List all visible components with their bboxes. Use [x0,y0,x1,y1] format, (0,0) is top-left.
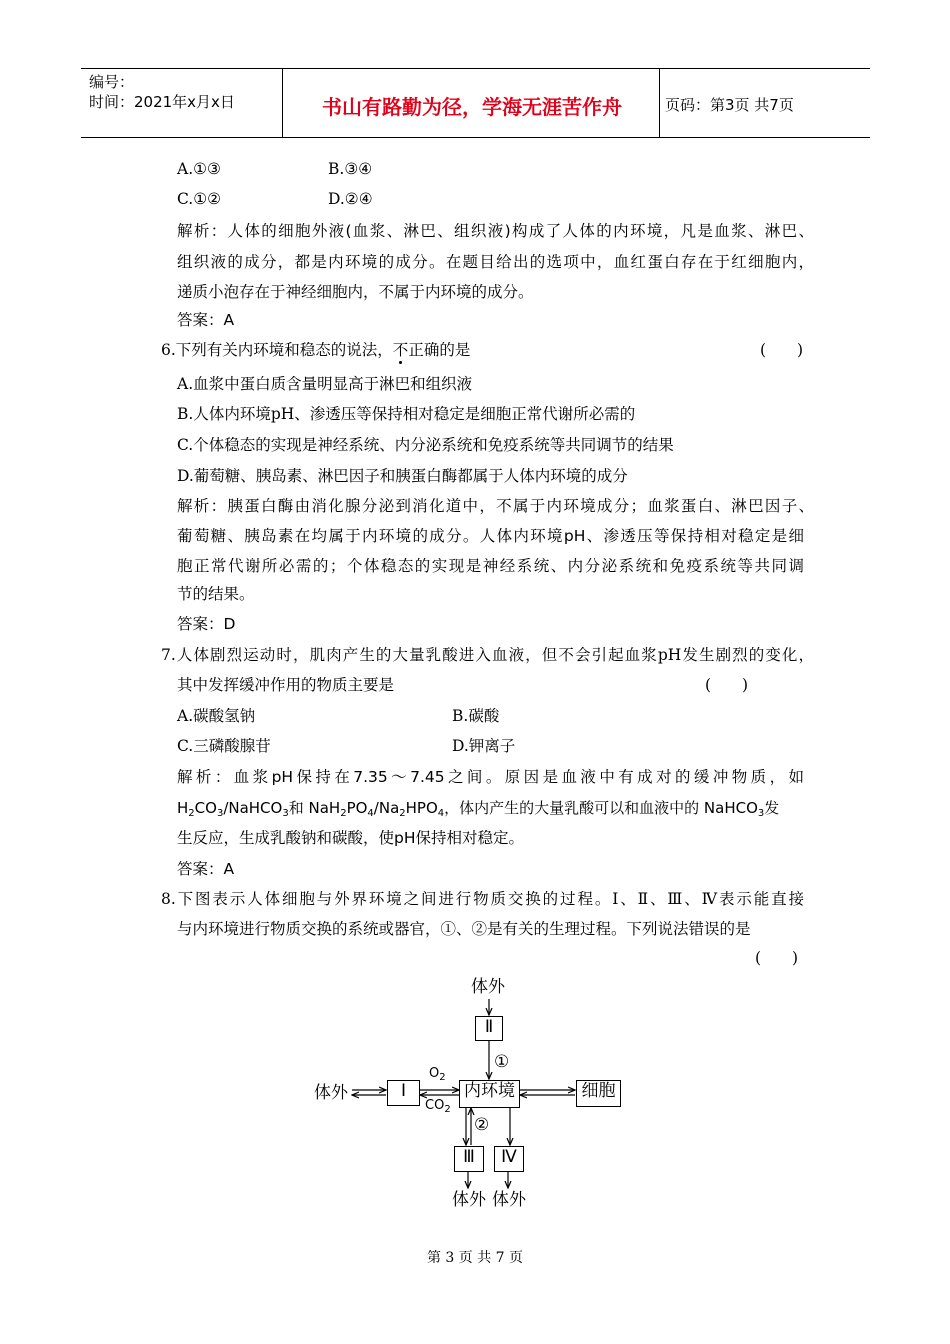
q7-answer: 答案：A [177,860,235,878]
formula-subscript: 2 [399,808,406,819]
diagram-top-outside: 体外 [471,977,505,997]
header-meta [89,72,235,112]
q8-stem-line-1: 8.下图表示人体细胞与外界环境之间进行物质交换的过程。Ⅰ、Ⅱ、Ⅲ、Ⅳ表示能直接 [161,890,804,908]
formula-subscript: 4 [437,808,445,819]
q7-stem-line-2: 其中发挥缓冲作用的物质主要是 [177,676,395,694]
header-divider-2 [659,69,660,137]
q6-option-c: C.个体稳态的实现是神经系统、内分泌系统和免疫系统等共同调节的结果 [177,436,674,454]
formula-subscript: 2 [340,808,347,819]
q7-analysis-line-1: 解析：血浆pH保持在7.35～7.45之间。原因是血液中有成对的缓冲物质，如 [177,768,804,786]
formula-part: ，体内产生的大量乳酸可以和血液中的 NaHCO [444,799,758,817]
q6-analysis-line-3: 胞正常代谢所必需的；个体稳态的实现是神经系统、内分泌系统和免疫系统等共同调 [177,557,804,575]
header-page-number: 页码：第3页 共7页 [665,96,794,114]
diagram-co2-label [425,1098,451,1118]
diagram-bottom-outside-2: 体外 [492,1190,526,1210]
q7-option-d: D.钾离子 [452,737,516,755]
page-header [81,68,870,138]
formula-part: 和 NaH [288,799,341,817]
q5-option-a: A.①③ [177,160,221,178]
formula-part: H [177,799,189,817]
formula-part: 发 [764,799,780,817]
formula-part: PO [346,799,368,817]
q7-answer-paren: ( ) [705,676,749,694]
q6-analysis-line-1: 解析：胰蛋白酶由消化腺分泌到消化道中，不属于内环境成分；血浆蛋白、淋巴因子、 [177,497,814,515]
formula-subscript: 3 [757,808,765,819]
diagram-o2-label [429,1066,446,1086]
page-footer: 第 3 页 共 7 页 [426,1250,524,1266]
q8-answer-paren: ( ) [755,949,799,967]
formula-part: HPO [405,799,438,817]
formula-subscript: 4 [367,808,374,819]
formula-subscript: 2 [188,808,195,819]
diagram-process-1: ① [494,1052,510,1072]
formula-part: /NaHCO [223,799,283,817]
o2-text: O [429,1066,440,1081]
header-motto: 书山有路勤为径，学海无涯苦作舟 [322,95,622,119]
q7-option-b: B.碳酸 [452,707,500,725]
date-label: 时间：2021年x月x日 [89,93,235,111]
q5-analysis-line-3: 递质小泡存在于神经细胞内，不属于内环境的成分。 [177,283,534,301]
q5-option-c: C.①② [177,190,222,208]
o2-subscript: 2 [439,1072,446,1083]
q7-stem-line-1: 7.人体剧烈运动时，肌肉产生的大量乳酸进入血液，但不会引起血浆pH发生剧烈的变化， [161,646,814,664]
q8-stem-line-2: 与内环境进行物质交换的系统或器官，①、②是有关的生理过程。下列说法错误的是 [177,920,751,938]
diagram-box-ii: Ⅱ [475,1016,503,1041]
diagram-left-outside: 体外 [314,1083,348,1103]
q5-analysis-line-2: 组织液的成分，都是内环境的成分。在题目给出的选项中，血红蛋白存在于红细胞内， [177,253,814,271]
q6-option-b: B.人体内环境pH、渗透压等保持相对稳定是细胞正常代谢所必需的 [177,405,636,423]
q7-analysis-line-3: 生反应，生成乳酸钠和碳酸，使pH保持相对稳定。 [177,829,524,847]
q6-stem-pre: 6.下列有关内环境和稳态的说法， [161,341,393,359]
q7-option-c: C.三磷酸腺苷 [177,737,271,755]
diagram-cell-box: 细胞 [576,1080,621,1107]
q6-stem [161,340,470,360]
formula-subscript: 3 [282,808,289,819]
q6-option-a: A.血浆中蛋白质含量明显高于淋巴和组织液 [177,375,473,393]
q6-stem-emphasis: 不 [392,341,409,359]
formula-part: CO [194,799,217,817]
q6-answer: 答案：D [177,615,236,633]
co2-subscript: 2 [444,1104,451,1115]
q6-analysis-line-2: 葡萄糖、胰岛素在均属于内环境的成分。人体内环境pH、渗透压等保持相对稳定是细 [177,527,804,545]
q7-option-a: A.碳酸氢钠 [177,707,256,725]
diagram-bottom-outside-1: 体外 [452,1190,486,1210]
q5-option-d: D.②④ [328,190,373,208]
formula-part: /Na [373,799,400,817]
q6-stem-post: 正确的是 [408,341,471,359]
formula-subscript: 3 [216,808,224,819]
q6-option-d: D.葡萄糖、胰岛素、淋巴因子和胰蛋白酶都属于人体内环境的成分 [177,467,628,485]
q5-answer: 答案：A [177,311,235,329]
diagram-internal-environment: 内环境 [459,1080,520,1108]
q7-analysis-line-2 [177,798,779,824]
q5-option-b: B.③④ [328,160,373,178]
co2-text: CO [425,1098,445,1113]
diagram-box-iv: Ⅳ [494,1146,524,1172]
diagram-process-2: ② [474,1115,490,1135]
code-label: 编号： [89,73,135,91]
q5-analysis-line-1: 解析：人体的细胞外液(血浆、淋巴、组织液)构成了人体的内环境，凡是血浆、淋巴、 [177,222,814,240]
diagram-box-iii: Ⅲ [454,1146,484,1172]
diagram-box-i: Ⅰ [387,1080,420,1106]
q6-answer-paren: ( ) [760,341,804,359]
q6-analysis-line-4: 节的结果。 [177,585,255,603]
